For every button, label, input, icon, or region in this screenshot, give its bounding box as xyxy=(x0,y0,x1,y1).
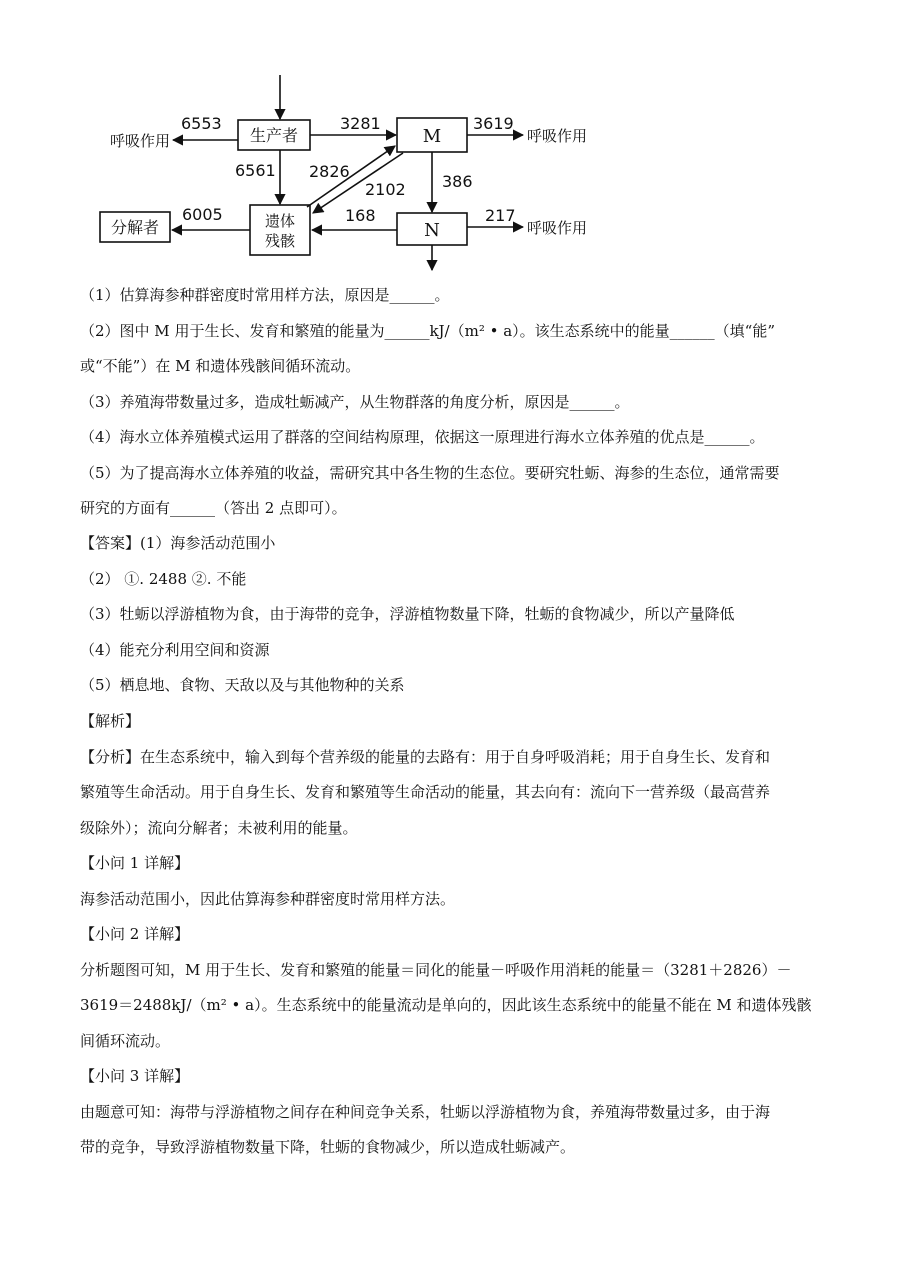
decomposer-label: 分解者 xyxy=(110,218,160,237)
value-N-to-remains: 168 xyxy=(345,206,376,225)
question-4: （4）海水立体养殖模式运用了群落的空间结构原理，依据这一原理进行海水立体养殖的优点是______。 xyxy=(80,428,765,446)
N-label: N xyxy=(424,220,440,241)
value-M-to-remains: 2102 xyxy=(365,180,406,199)
analysis-header: 【解析】 xyxy=(80,712,141,730)
q2-line-1: 分析题图可知，M 用于生长、发育和繁殖的能量＝同化的能量－呼吸作用消耗的能量＝（3281＋2826）－ xyxy=(80,961,792,979)
answer-5: （5）栖息地、食物、天敌以及与其他物种的关系 xyxy=(80,676,405,694)
respiration-label-M: 呼吸作用 xyxy=(527,127,588,145)
answer-2: （2） ①. 2488 ②. 不能 xyxy=(80,570,247,588)
q1-header: 【小问 1 详解】 xyxy=(80,854,190,872)
value-producer-to-remains: 6561 xyxy=(235,161,276,180)
q1-text: 海参活动范围小，因此估算海参种群密度时常用样方法。 xyxy=(80,890,456,908)
q2-header: 【小问 2 详解】 xyxy=(80,925,190,943)
question-1: （1）估算海参种群密度时常用样方法，原因是______。 xyxy=(80,286,450,304)
answer-1: 【答案】(1）海参活动范围小 xyxy=(80,534,276,552)
value-M-respiration: 3619 xyxy=(473,114,514,133)
remains-label-line2: 残骸 xyxy=(264,232,296,250)
answer-3: （3）牡蛎以浮游植物为食，由于海带的竞争，浮游植物数量下降，牡蛎的食物减少，所以产量降低 xyxy=(80,605,735,623)
q3-line-2: 带的竞争，导致浮游植物数量下降，牡蛎的食物减少，所以造成牡蛎减产。 xyxy=(80,1138,576,1156)
question-3: （3）养殖海带数量过多，造成牡蛎减产，从生物群落的角度分析，原因是______。 xyxy=(80,393,630,411)
question-2-line1: （2）图中 M 用于生长、发育和繁殖的能量为______kJ/（m² • a）。该生态系统中的能量______（填“能” xyxy=(80,322,775,340)
M-label: M xyxy=(422,126,442,147)
analysis-line-3: 级除外）；流向分解者；未被利用的能量。 xyxy=(80,819,358,837)
analysis-line-2: 繁殖等生命活动。用于自身生长、发育和繁殖等生命活动的能量，其去向有：流向下一营养级（最高营养 xyxy=(80,783,771,801)
analysis-line-1: 【分析】在生态系统中，输入到每个营养级的能量的去路有：用于自身呼吸消耗；用于自身生长、发育和 xyxy=(80,748,771,766)
respiration-label-N: 呼吸作用 xyxy=(527,219,588,237)
value-remains-to-decomposer: 6005 xyxy=(182,205,223,224)
value-remains-to-M: 2826 xyxy=(309,162,350,181)
respiration-label-producer: 呼吸作用 xyxy=(110,132,171,150)
value-M-to-N: 386 xyxy=(442,172,473,191)
q2-line-2: 3619＝2488kJ/（m² • a）。生态系统中的能量流动是单向的，因此该生态系统中的能量不能在 M 和遗体残骸 xyxy=(80,996,812,1014)
q2-line-3: 间循环流动。 xyxy=(80,1032,171,1050)
question-5-line2: 研究的方面有______（答出 2 点即可）。 xyxy=(80,499,347,517)
answer-4: （4）能充分利用空间和资源 xyxy=(80,641,270,659)
remains-label-line1: 遗体 xyxy=(264,212,296,230)
q3-line-1: 由题意可知：海带与浮游植物之间存在种间竞争关系，牡蛎以浮游植物为食，养殖海带数量过多，由于海 xyxy=(80,1103,771,1121)
producer-label: 生产者 xyxy=(249,126,299,145)
value-producer-to-M: 3281 xyxy=(340,114,381,133)
value-N-respiration: 217 xyxy=(485,206,516,225)
energy-flow-diagram xyxy=(95,70,615,280)
q3-header: 【小问 3 详解】 xyxy=(80,1067,190,1085)
question-2-line2: 或“不能”）在 M 和遗体残骸间循环流动。 xyxy=(80,357,361,375)
value-producer-respiration: 6553 xyxy=(181,114,222,133)
question-5-line1: （5）为了提高海水立体养殖的收益，需研究其中各生物的生态位。要研究牡蛎、海参的生态位，通常需要 xyxy=(80,464,780,482)
